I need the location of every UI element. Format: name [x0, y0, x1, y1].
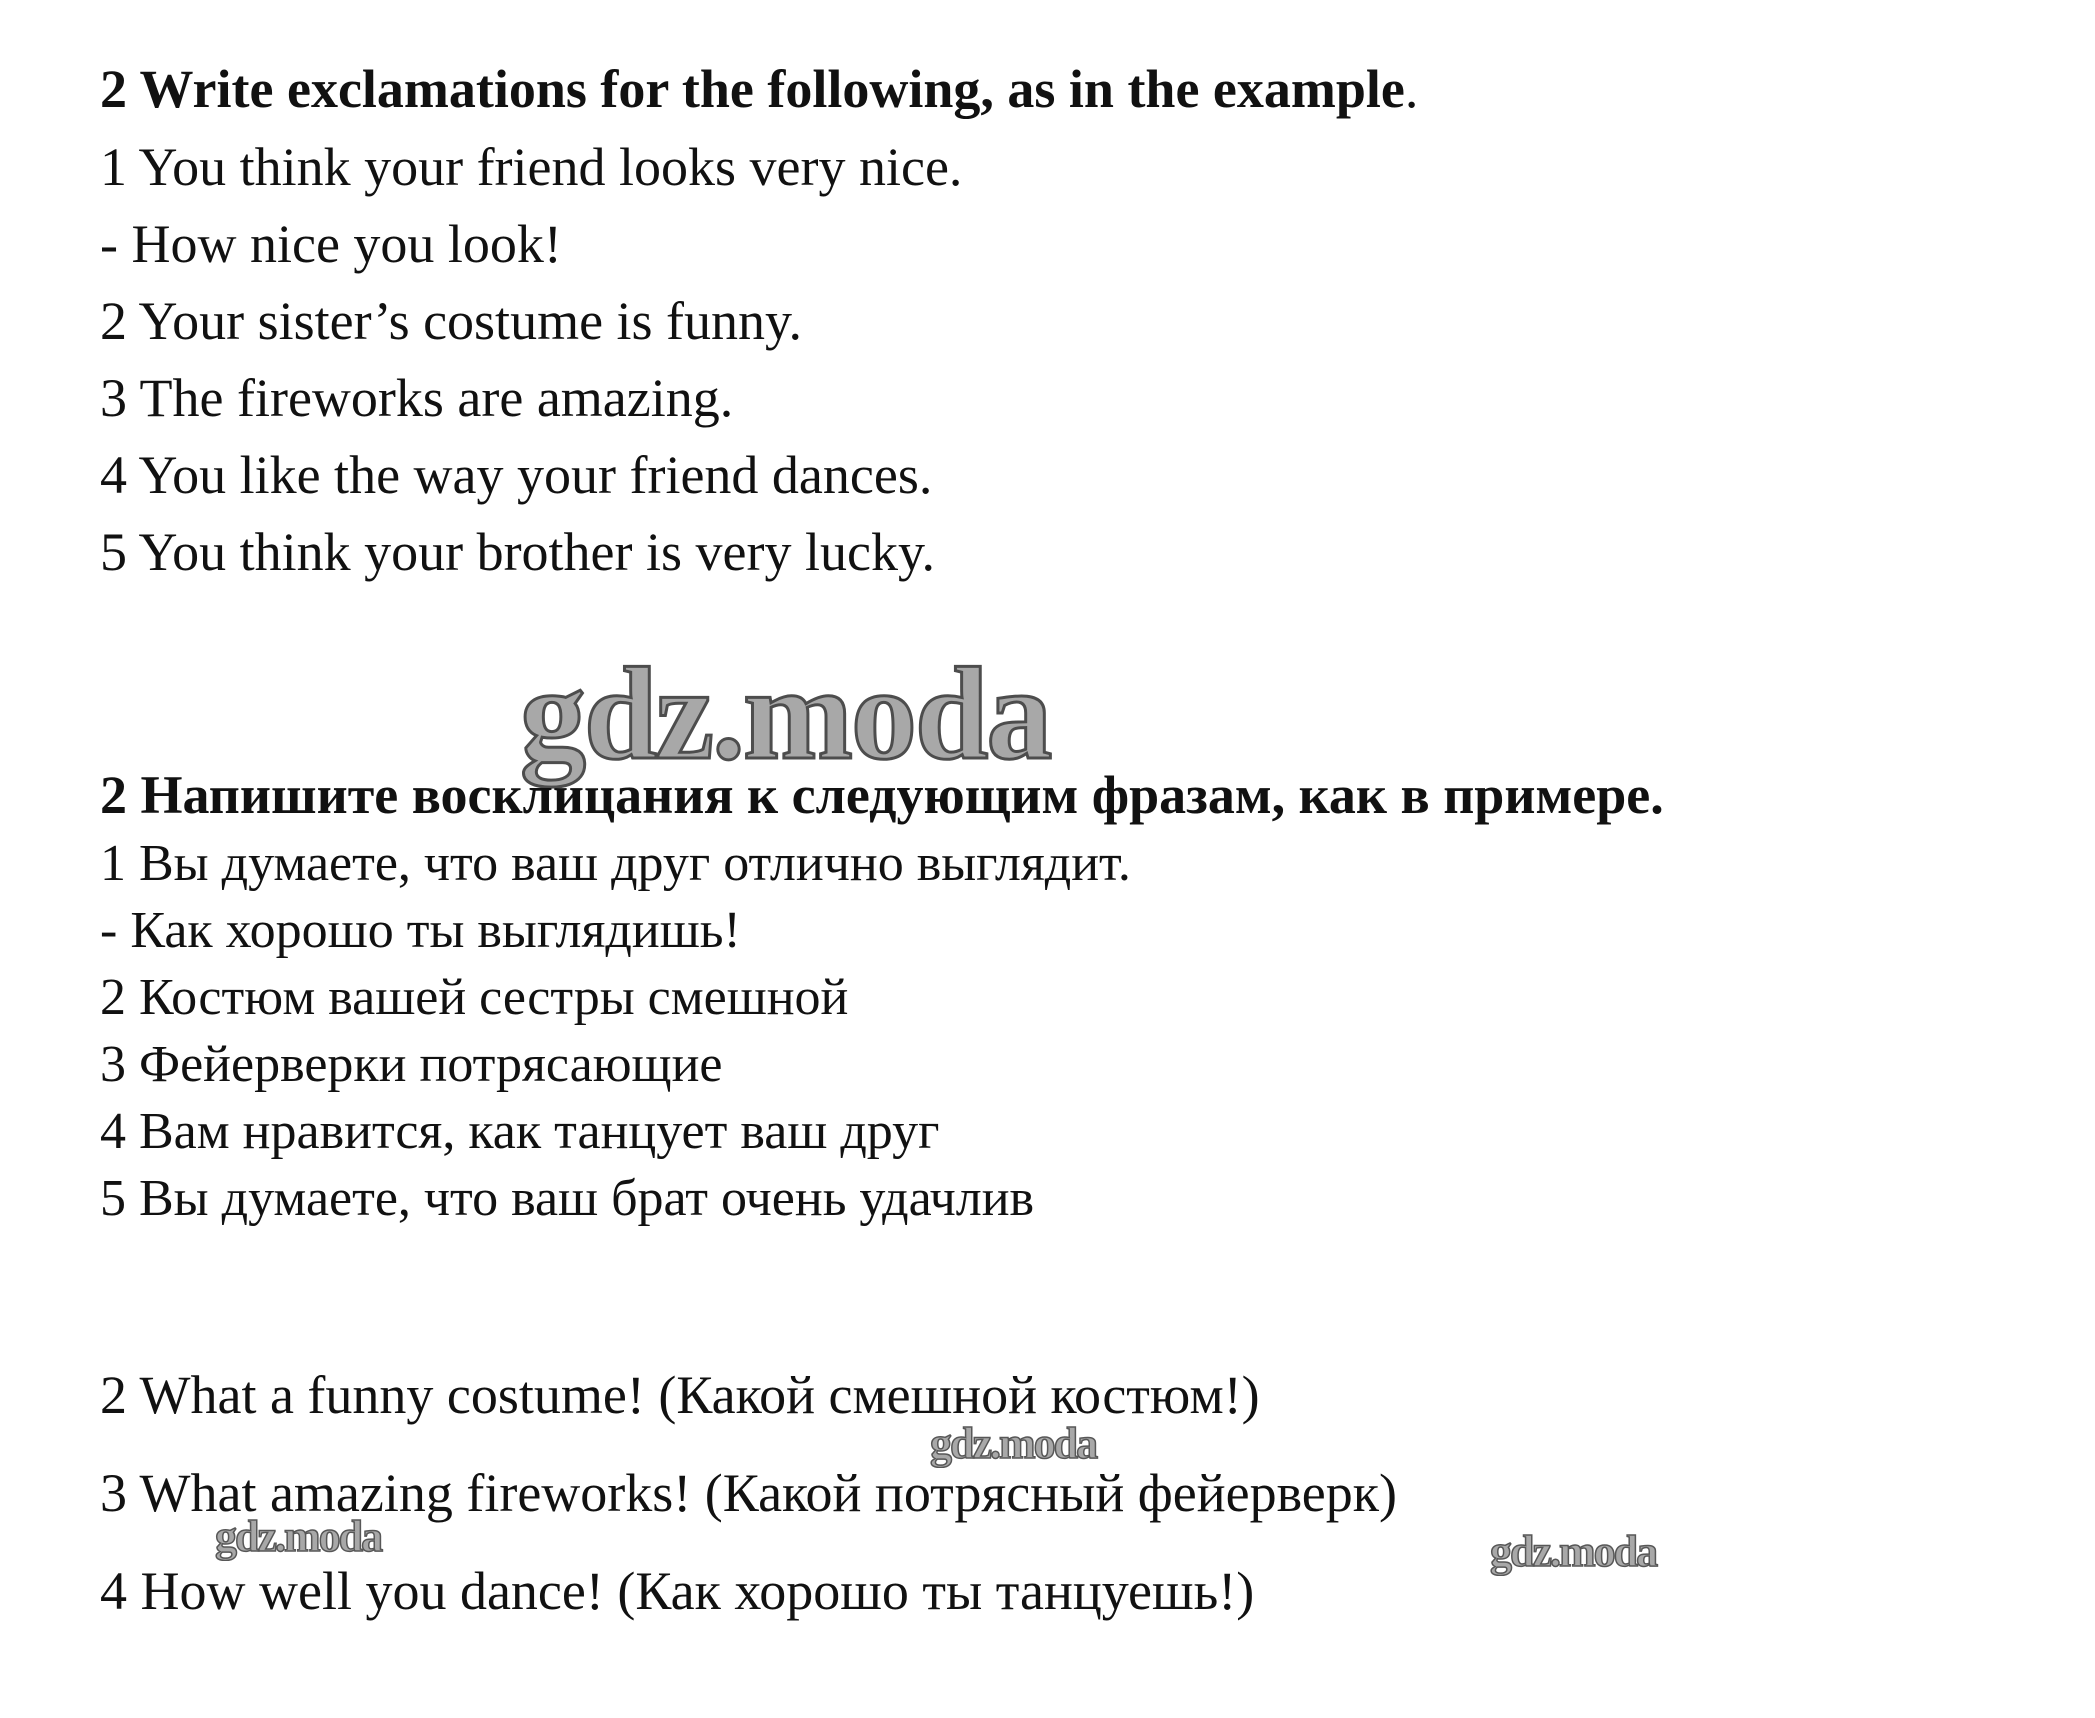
answer-2: 2 What a funny costume! (Какой смешной костюм!) — [100, 1365, 1260, 1425]
answer-4: 4 How well you dance! (Как хорошо ты танцуешь!) — [100, 1561, 1255, 1621]
russian-task-heading: 2 Напишите восклицания к следующим фразам, как в примере. — [100, 765, 1664, 825]
russian-item-1: 1 Вы думаете, что ваш друг отлично выглядит. — [100, 835, 1131, 892]
russian-item-4: 4 Вам нравится, как танцует ваш друг — [100, 1103, 940, 1160]
english-task-heading — [100, 59, 1419, 119]
english-item-3: 3 The fireworks are amazing. — [100, 368, 734, 428]
english-task-heading-text: 2 Write exclamations for the following, as in the example — [100, 59, 1405, 119]
english-item-2: 2 Your sister’s costume is funny. — [100, 291, 803, 351]
russian-example-answer: - Как хорошо ты выглядишь! — [100, 902, 741, 959]
english-item-5: 5 You think your brother is very lucky. — [100, 522, 935, 582]
russian-item-2: 2 Костюм вашей сестры смешной — [100, 969, 849, 1026]
watermark-logo: gdz.moda — [520, 640, 1051, 787]
answer-3: 3 What amazing fireworks! (Какой потрясный фейерверк) — [100, 1463, 1397, 1523]
english-item-1: 1 You think your friend looks very nice. — [100, 137, 963, 197]
watermark-small-2: gdz.moda — [215, 1512, 382, 1561]
watermark-small-1: gdz.moda — [930, 1419, 1097, 1468]
russian-item-3: 3 Фейерверки потрясающие — [100, 1036, 723, 1093]
english-task-heading-end: . — [1404, 59, 1419, 119]
english-item-4: 4 You like the way your friend dances. — [100, 445, 933, 505]
russian-item-5: 5 Вы думаете, что ваш брат очень удачлив — [100, 1170, 1035, 1227]
watermark-small-3: gdz.moda — [1490, 1527, 1657, 1576]
english-example-answer: - How nice you look! — [100, 214, 562, 274]
